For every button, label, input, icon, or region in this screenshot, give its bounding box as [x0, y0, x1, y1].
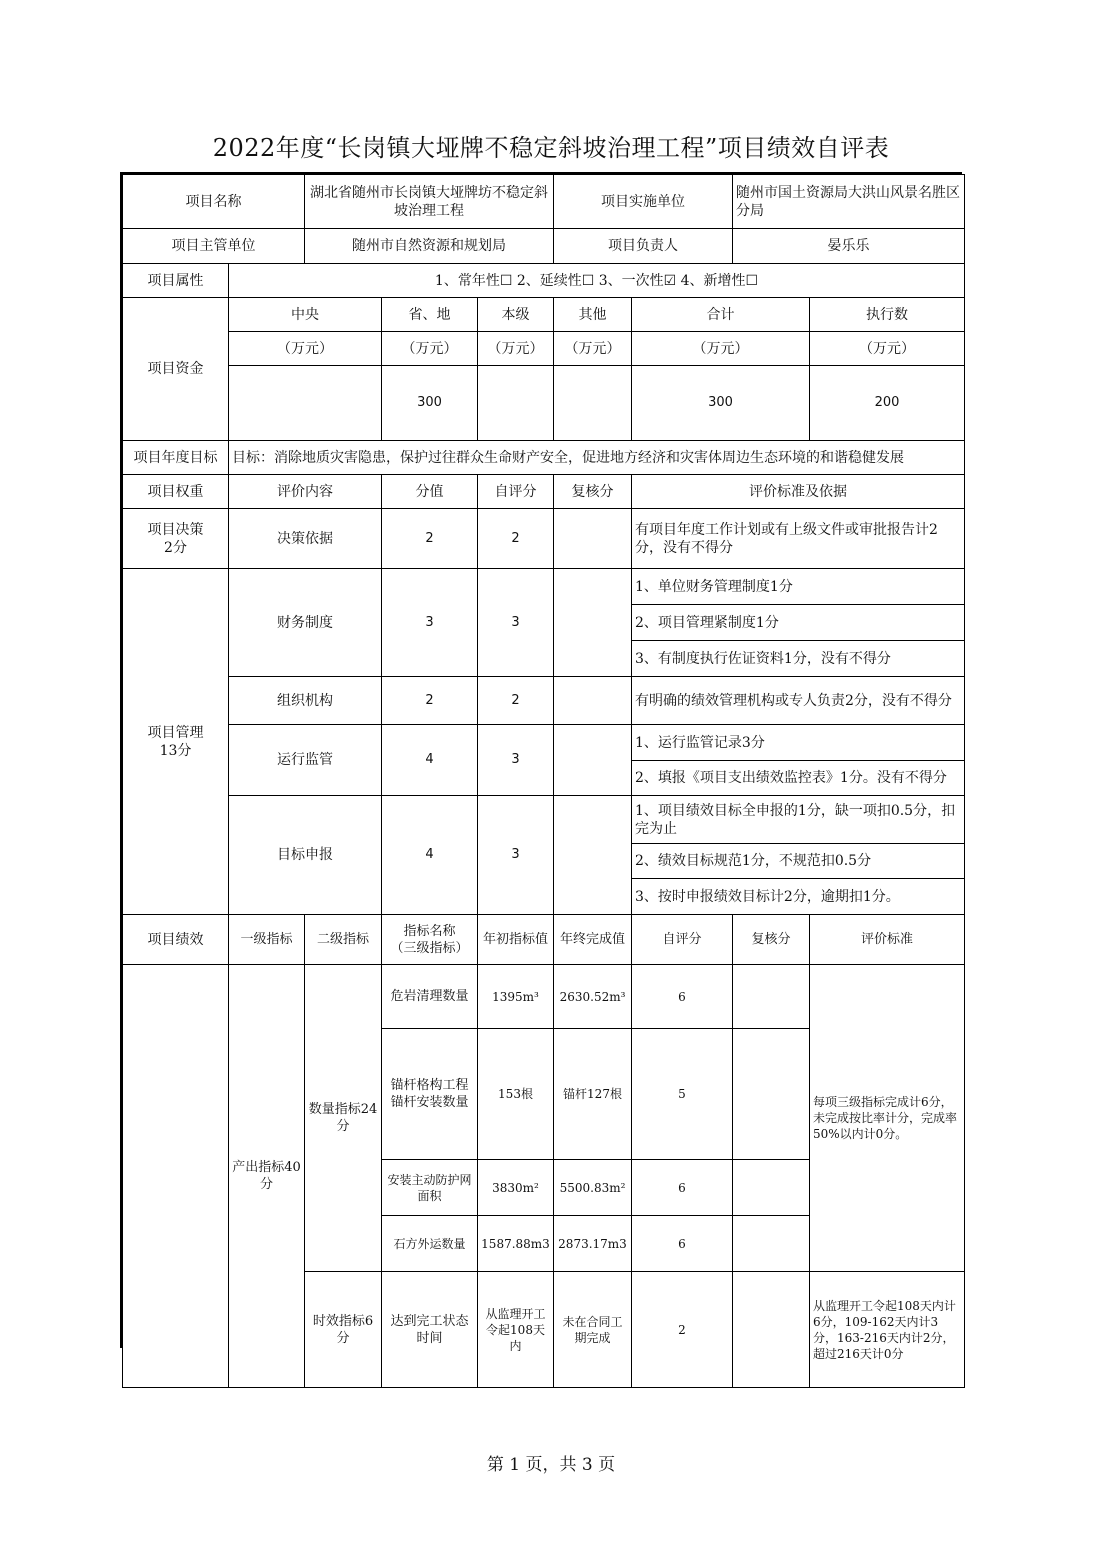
- project-name-label: 项目名称: [123, 175, 305, 229]
- indicator-review-score: [733, 1029, 810, 1160]
- management-item-score: 3: [382, 569, 478, 677]
- management-item-name: 目标申报: [229, 796, 382, 915]
- page-number: 第 1 页，共 3 页: [486, 1455, 616, 1475]
- perf-header-performance: 项目绩效: [123, 915, 229, 965]
- indicator-review-score: [733, 1272, 810, 1388]
- output-level1-label: 产出指标40分: [229, 965, 305, 1388]
- timeliness-criteria: 从监理开工令起108天内计6分，109-162天内计3分，163-216天内计2分，超过216天计0分: [810, 1272, 965, 1388]
- indicator-review-score: [733, 1160, 810, 1216]
- indicator-target: 3830m²: [478, 1160, 554, 1216]
- document-title: 2022年度“长岗镇大垭牌不稳定斜坡治理工程”项目绩效自评表: [212, 134, 890, 162]
- indicator-target: 1395m³: [478, 965, 554, 1029]
- indicator-name: 石方外运数量: [382, 1216, 478, 1272]
- funds-header-local: 本级: [478, 298, 554, 332]
- funds-unit: （万元）: [810, 332, 965, 366]
- decision-self-score: 2: [478, 509, 554, 569]
- indicator-name: 危岩清理数量: [382, 965, 478, 1029]
- weight-header-review-score: 复核分: [554, 475, 632, 509]
- indicator-self-score: 6: [632, 965, 733, 1029]
- funds-unit: （万元）: [632, 332, 810, 366]
- weight-header-weight: 项目权重: [123, 475, 229, 509]
- management-item-review-score: [554, 725, 632, 796]
- project-leader-value: 晏乐乐: [733, 229, 965, 264]
- funds-header-executed: 执行数: [810, 298, 965, 332]
- indicator-actual: 2630.52m³: [554, 965, 632, 1029]
- management-item-name: 组织机构: [229, 677, 382, 725]
- indicator-review-score: [733, 965, 810, 1029]
- decision-score: 2: [382, 509, 478, 569]
- indicator-name: 安装主动防护网面积: [382, 1160, 478, 1216]
- management-criteria: 3、有制度执行佐证资料1分，没有不得分: [632, 641, 965, 677]
- perf-header-review-score: 复核分: [733, 915, 810, 965]
- quantity-criteria: 每项三级指标完成计6分，未完成按比率计分，完成率50%以内计0分。: [810, 965, 965, 1272]
- funds-header-other: 其他: [554, 298, 632, 332]
- perf-header-self-score: 自评分: [632, 915, 733, 965]
- management-criteria: 1、单位财务管理制度1分: [632, 569, 965, 605]
- funds-unit: （万元）: [554, 332, 632, 366]
- weight-header-criteria: 评价标准及依据: [632, 475, 965, 509]
- management-criteria: 2、填报《项目支出绩效监控表》1分。没有不得分: [632, 761, 965, 796]
- indicator-actual: 5500.83m²: [554, 1160, 632, 1216]
- project-leader-label: 项目负责人: [554, 229, 733, 264]
- indicator-name: 达到完工状态时间: [382, 1272, 478, 1388]
- indicator-name: 锚杆格构工程锚杆安装数量: [382, 1029, 478, 1160]
- supervising-unit-value: 随州市自然资源和规划局: [305, 229, 554, 264]
- funds-province-value: 300: [382, 366, 478, 441]
- management-label: 项目管理 13分: [123, 569, 229, 915]
- decision-review-score: [554, 509, 632, 569]
- management-item-review-score: [554, 677, 632, 725]
- management-item-score: 4: [382, 796, 478, 915]
- management-item-self-score: 3: [478, 569, 554, 677]
- implementing-unit-label: 项目实施单位: [554, 175, 733, 229]
- perf-header-initial-target: 年初指标值: [478, 915, 554, 965]
- funds-header-central: 中央: [229, 298, 382, 332]
- management-item-score: 4: [382, 725, 478, 796]
- weight-header-score: 分值: [382, 475, 478, 509]
- management-criteria: 有明确的绩效管理机构或专人负责2分，没有不得分: [632, 677, 965, 725]
- funds-unit: （万元）: [382, 332, 478, 366]
- perf-header-level2: 二级指标: [305, 915, 382, 965]
- management-criteria: 3、按时申报绩效目标计2分，逾期扣1分。: [632, 879, 965, 915]
- perf-blank-cell: [123, 965, 229, 1388]
- funds-unit: （万元）: [229, 332, 382, 366]
- annual-goal-label: 项目年度目标: [123, 441, 229, 475]
- indicator-target: 从监理开工令起108天内: [478, 1272, 554, 1388]
- management-criteria: 2、项目管理紧制度1分: [632, 605, 965, 641]
- quantity-level2-label: 数量指标24分: [305, 965, 382, 1272]
- supervising-unit-label: 项目主管单位: [123, 229, 305, 264]
- evaluation-table: [122, 174, 965, 1388]
- management-item-score: 2: [382, 677, 478, 725]
- indicator-review-score: [733, 1216, 810, 1272]
- indicator-target: 153根: [478, 1029, 554, 1160]
- management-item-self-score: 3: [478, 796, 554, 915]
- funds-unit: （万元）: [478, 332, 554, 366]
- perf-header-year-end-value: 年终完成值: [554, 915, 632, 965]
- funds-header-total: 合计: [632, 298, 810, 332]
- management-criteria: 2、绩效目标规范1分，不规范扣0.5分: [632, 844, 965, 879]
- funds-other-value: [554, 366, 632, 441]
- implementing-unit-value: 随州市国土资源局大洪山风景名胜区分局: [733, 175, 965, 229]
- funds-header-province: 省、地: [382, 298, 478, 332]
- perf-header-level1: 一级指标: [229, 915, 305, 965]
- management-item-self-score: 2: [478, 677, 554, 725]
- indicator-self-score: 6: [632, 1160, 733, 1216]
- funds-executed-value: 200: [810, 366, 965, 441]
- funds-local-value: [478, 366, 554, 441]
- project-attribute-label: 项目属性: [123, 264, 229, 298]
- indicator-target: 1587.88m3: [478, 1216, 554, 1272]
- project-attribute-value: 1、常年性☐ 2、延续性☐ 3、一次性☑ 4、新增性☐: [229, 264, 965, 298]
- weight-header-content: 评价内容: [229, 475, 382, 509]
- indicator-actual: 锚杆127根: [554, 1029, 632, 1160]
- decision-item: 决策依据: [229, 509, 382, 569]
- project-name-value: 湖北省随州市长岗镇大垭牌坊不稳定斜坡治理工程: [305, 175, 554, 229]
- indicator-actual: 未在合同工期完成: [554, 1272, 632, 1388]
- management-criteria: 1、运行监管记录3分: [632, 725, 965, 761]
- weight-header-self-score: 自评分: [478, 475, 554, 509]
- management-criteria: 1、项目绩效目标全申报的1分，缺一项扣0.5分，扣完为止: [632, 796, 965, 844]
- decision-criteria: 有项目年度工作计划或有上级文件或审批报告计2分，没有不得分: [632, 509, 965, 569]
- annual-goal-value: 目标：消除地质灾害隐患，保护过往群众生命财产安全，促进地方经济和灾害体周边生态环境的和谐稳健发展: [229, 441, 965, 475]
- indicator-self-score: 6: [632, 1216, 733, 1272]
- indicator-actual: 2873.17m3: [554, 1216, 632, 1272]
- management-item-review-score: [554, 796, 632, 915]
- evaluation-table-frame: [120, 172, 962, 1361]
- management-item-name: 财务制度: [229, 569, 382, 677]
- funds-total-value: 300: [632, 366, 810, 441]
- perf-header-criteria: 评价标准: [810, 915, 965, 965]
- timeliness-level2-label: 时效指标6分: [305, 1272, 382, 1388]
- indicator-self-score: 5: [632, 1029, 733, 1160]
- funds-central-value: [229, 366, 382, 441]
- indicator-self-score: 2: [632, 1272, 733, 1388]
- management-item-self-score: 3: [478, 725, 554, 796]
- management-item-name: 运行监管: [229, 725, 382, 796]
- project-funds-label: 项目资金: [123, 298, 229, 441]
- management-item-review-score: [554, 569, 632, 677]
- decision-label: 项目决策 2分: [123, 509, 229, 569]
- perf-header-indicator-name: 指标名称 （三级指标）: [382, 915, 478, 965]
